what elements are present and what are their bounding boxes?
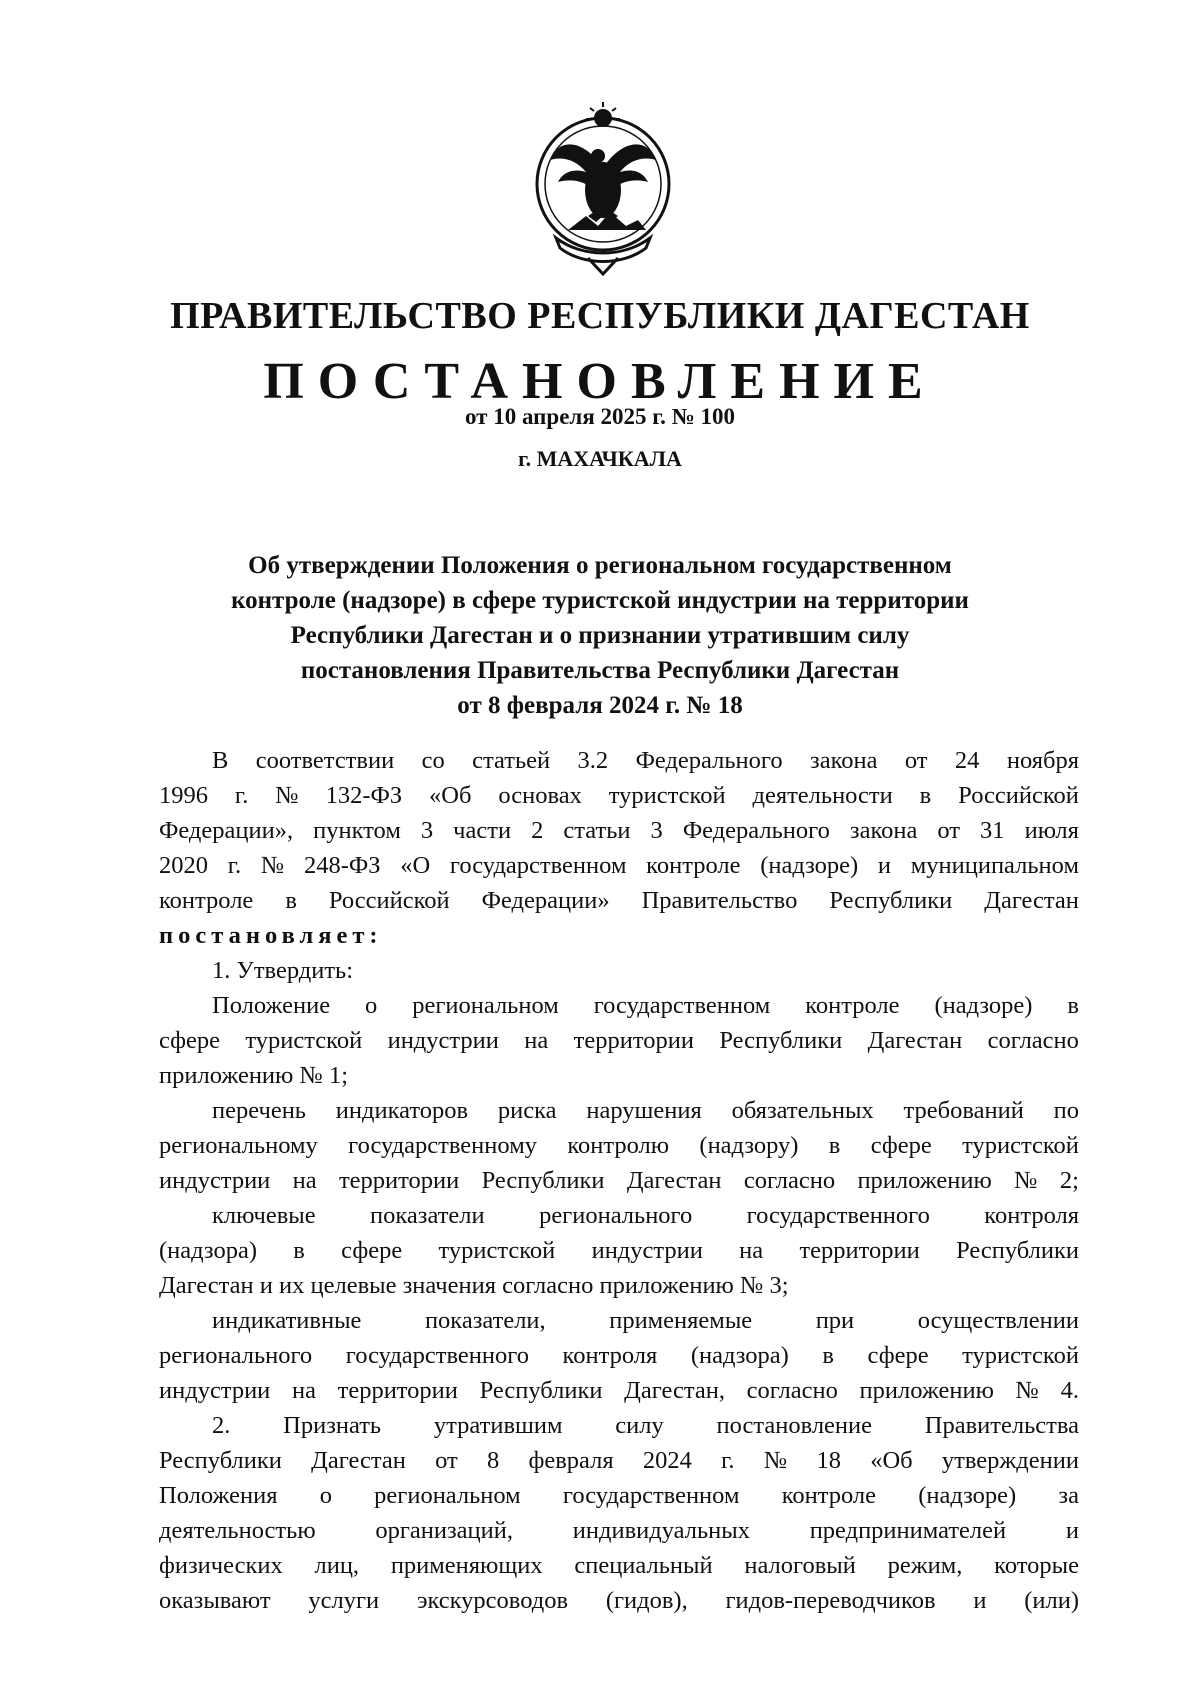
body-word: о <box>319 1482 332 1509</box>
body-line <box>159 1303 1079 1338</box>
document-city: г. МАХАЧКАЛА <box>518 446 682 471</box>
body-line <box>159 1163 1079 1198</box>
body-word: соответствии <box>255 747 395 774</box>
body-line-text: приложению № 1; <box>159 1062 349 1089</box>
body-word: в <box>285 887 297 914</box>
body-word: Федерации» <box>481 887 610 914</box>
body-word: согласно <box>743 1167 836 1194</box>
body-line <box>159 1093 1079 1128</box>
body-word: специальный <box>574 1552 713 1579</box>
body-word: силу <box>615 1412 664 1439</box>
body-line <box>159 988 1079 1023</box>
body-word: Правительства <box>924 1412 1079 1439</box>
body-word: (гидов), <box>605 1587 688 1614</box>
body-word: обязательных <box>731 1097 874 1124</box>
body-word: применяемые <box>609 1307 753 1334</box>
body-word: гидов-переводчиков <box>725 1587 936 1614</box>
body-word: по <box>1053 1097 1079 1124</box>
body-word: показатели <box>370 1202 485 1229</box>
body-word: от <box>904 747 928 774</box>
body-line <box>159 1583 1079 1618</box>
body-word: в <box>1067 992 1079 1019</box>
body-word: утверждении <box>941 1447 1079 1474</box>
body-word: ключевые <box>212 1202 316 1229</box>
body-word: предпринимателей <box>809 1517 1007 1544</box>
body-word: государственному <box>348 1132 537 1159</box>
body-word: 8 <box>486 1447 500 1474</box>
body-word: № <box>1015 1377 1039 1404</box>
body-word: риска <box>497 1097 557 1124</box>
body-word: на <box>524 1027 549 1054</box>
body-line <box>159 1478 1079 1513</box>
body-word: Правительство <box>641 887 798 914</box>
body-word: 2024 <box>642 1447 692 1474</box>
body-word: № <box>763 1447 788 1474</box>
body-word: нарушения <box>586 1097 702 1124</box>
document-type: ПОСТАНОВЛЕНИЕ <box>263 353 937 410</box>
body-word: государственного <box>746 1202 930 1229</box>
body-word: налоговый <box>744 1552 856 1579</box>
body-word: «О <box>400 852 431 879</box>
body-word: государственного <box>345 1342 529 1369</box>
body-word: контроля <box>562 1342 658 1369</box>
body-word: территории <box>573 1027 694 1054</box>
body-word: Федерального <box>635 747 783 774</box>
body-word: оказывают <box>159 1587 271 1614</box>
body-line-text: постановляет: <box>159 922 383 949</box>
document-body <box>159 743 1079 1618</box>
body-word: контроля <box>984 1202 1079 1229</box>
body-word: услуги <box>308 1587 380 1614</box>
body-word: утратившим <box>433 1412 563 1439</box>
body-word: и <box>1065 1517 1079 1544</box>
body-word: закона <box>810 747 878 774</box>
body-word: 18 <box>816 1447 841 1474</box>
body-word: № <box>275 782 299 809</box>
body-word: индустрии <box>159 1377 271 1404</box>
body-word: 3 <box>650 817 663 844</box>
body-word: региональному <box>159 1132 318 1159</box>
body-word: постановление <box>716 1412 873 1439</box>
body-word: государственном <box>593 992 771 1019</box>
body-word: Дагестан, <box>624 1377 725 1404</box>
body-word: от <box>435 1447 458 1474</box>
body-word: (надзора) <box>690 1342 789 1369</box>
body-word: г. <box>227 852 242 879</box>
body-word: согласно <box>987 1027 1079 1054</box>
body-word: Республики <box>719 1027 843 1054</box>
body-word: режим, <box>887 1552 963 1579</box>
body-line <box>159 1058 1079 1093</box>
body-word: 31 <box>980 817 1005 844</box>
body-word: Республики <box>829 887 953 914</box>
body-word: г. <box>234 782 249 809</box>
title-line: Об утверждении Положения о региональном государственном <box>248 552 952 579</box>
body-word: «Об <box>870 1447 913 1474</box>
body-word: 132-ФЗ <box>325 782 403 809</box>
body-word: туристской <box>245 1027 363 1054</box>
body-line <box>159 1198 1079 1233</box>
body-word: № <box>1014 1167 1038 1194</box>
body-word: со <box>421 747 445 774</box>
body-word: Республики <box>481 1167 605 1194</box>
body-word: В <box>212 747 229 774</box>
body-word: г. <box>721 1447 735 1474</box>
body-line <box>159 883 1079 918</box>
body-word: приложению <box>857 1167 992 1194</box>
body-word: туристской <box>962 1342 1079 1369</box>
body-line <box>159 743 1079 778</box>
body-word: сфере <box>867 1342 929 1369</box>
body-word: Республики <box>956 1237 1079 1264</box>
title-line: Республики Дагестан и о признании утратившим силу <box>290 622 910 649</box>
body-word: на <box>292 1167 317 1194</box>
body-word: сфере <box>870 1132 932 1159</box>
body-word: в <box>822 1342 834 1369</box>
body-word: показатели, <box>424 1307 546 1334</box>
body-word: на <box>291 1377 316 1404</box>
body-word: 248-ФЗ <box>303 852 381 879</box>
body-word: Российской <box>328 887 450 914</box>
body-word: от <box>937 817 961 844</box>
body-line <box>159 1023 1079 1058</box>
body-word: при <box>815 1307 855 1334</box>
coat-of-arms-icon <box>528 98 678 276</box>
body-line <box>159 1128 1079 1163</box>
body-word: государственном <box>562 1482 740 1509</box>
body-line <box>159 1373 1079 1408</box>
body-word: территории <box>338 1167 460 1194</box>
body-word: индикаторов <box>335 1097 469 1124</box>
body-word: в <box>919 782 932 809</box>
body-line <box>159 813 1079 848</box>
body-word: статьей <box>472 747 551 774</box>
body-word: регионального <box>159 1342 313 1369</box>
body-word: контролю <box>567 1132 670 1159</box>
body-word: закона <box>849 817 918 844</box>
body-word: (надзоре) <box>760 852 859 879</box>
body-word: деятельностью <box>159 1517 316 1544</box>
government-name: ПРАВИТЕЛЬСТВО РЕСПУБЛИКИ ДАГЕСТАН <box>170 295 1030 337</box>
body-line <box>159 1443 1079 1478</box>
body-word: февраля <box>528 1447 614 1474</box>
body-word: индустрии <box>387 1027 499 1054</box>
body-word: применяющих <box>390 1552 543 1579</box>
body-word: 2020 <box>159 852 208 879</box>
body-word: лиц, <box>314 1552 360 1579</box>
title-line: контроле (надзоре) в сфере туристской индустрии на территории <box>231 587 969 614</box>
body-word: Республики <box>479 1377 603 1404</box>
body-word: в <box>293 1237 305 1264</box>
body-word: № <box>260 852 285 879</box>
body-word: индустрии <box>591 1237 703 1264</box>
body-word: о <box>365 992 378 1019</box>
body-word: (надзору) <box>699 1132 799 1159</box>
body-word: физических <box>159 1552 283 1579</box>
body-word: контроле <box>781 1482 876 1509</box>
body-word: (или) <box>1024 1587 1079 1614</box>
body-word: согласно <box>746 1377 838 1404</box>
body-word: Дагестан <box>311 1447 406 1474</box>
body-word: сфере <box>341 1237 403 1264</box>
body-word: сфере <box>159 1027 221 1054</box>
body-word: пунктом <box>313 817 401 844</box>
title-line: постановления Правительства Республики Дагестан <box>300 657 900 684</box>
body-word: 24 <box>954 747 980 774</box>
body-word: (надзора) <box>159 1237 257 1264</box>
title-line: от 8 февраля 2024 г. № 18 <box>457 692 743 719</box>
body-line <box>159 1268 1079 1303</box>
body-word: 3.2 <box>577 747 609 774</box>
body-word: Республики <box>159 1447 282 1474</box>
body-line <box>159 918 1079 953</box>
body-word: (надзоре) <box>934 992 1033 1019</box>
body-word: Дагестан <box>984 887 1079 914</box>
document-date-number: от 10 апреля 2025 г. № 100 <box>464 404 735 429</box>
body-word: июля <box>1024 817 1079 844</box>
body-word: Положения <box>159 1482 278 1509</box>
body-word: и <box>973 1587 987 1614</box>
body-word: Федерации», <box>159 817 294 844</box>
body-word: контроле <box>805 992 900 1019</box>
body-word: индивидуальных <box>572 1517 750 1544</box>
body-word: осуществлении <box>917 1307 1079 1334</box>
body-word: территории <box>799 1237 920 1264</box>
body-line <box>159 1338 1079 1373</box>
body-word: на <box>739 1237 764 1264</box>
body-word: туристской <box>608 782 726 809</box>
body-word: регионального <box>539 1202 693 1229</box>
body-word: 2; <box>1059 1167 1079 1194</box>
body-word: Положение <box>212 992 331 1019</box>
body-word: требований <box>903 1097 1024 1124</box>
body-line <box>159 1548 1079 1583</box>
body-word: ноября <box>1006 747 1079 774</box>
body-word: которые <box>994 1552 1079 1579</box>
body-word: муниципальном <box>910 852 1079 879</box>
body-word: государственном <box>449 852 627 879</box>
body-word: контроле <box>159 887 254 914</box>
body-line <box>159 778 1079 813</box>
body-word: 3 <box>420 817 434 844</box>
body-word: экскурсоводов <box>416 1587 569 1614</box>
body-line-text: 1. Утвердить: <box>212 957 354 984</box>
body-word: Федерального <box>682 817 830 844</box>
body-line <box>159 848 1079 883</box>
body-word: контроле <box>646 852 741 879</box>
body-line <box>159 1233 1079 1268</box>
body-word: региональном <box>374 1482 521 1509</box>
body-line <box>159 1408 1079 1443</box>
body-word: индустрии <box>159 1167 271 1194</box>
body-word: деятельности <box>752 782 893 809</box>
body-word: статьи <box>563 817 631 844</box>
body-word: 2. <box>212 1412 231 1439</box>
body-word: основах <box>498 782 582 809</box>
body-line-text: Дагестан и их целевые значения согласно приложению № 3; <box>159 1272 789 1299</box>
body-word: за <box>1058 1482 1079 1509</box>
document-title <box>160 548 1040 723</box>
body-word: Дагестан <box>867 1027 963 1054</box>
body-word: 1996 <box>159 782 208 809</box>
body-word: 4. <box>1060 1377 1079 1404</box>
body-word: и <box>877 852 892 879</box>
body-word: индикативные <box>212 1307 362 1334</box>
body-word: территории <box>337 1377 458 1404</box>
body-word: (надзоре) <box>918 1482 1017 1509</box>
body-line <box>159 1513 1079 1548</box>
body-word: организаций, <box>375 1517 514 1544</box>
body-word: «Об <box>429 782 472 809</box>
body-word: перечень <box>212 1097 306 1124</box>
body-word: Российской <box>958 782 1079 809</box>
body-word: региональном <box>412 992 559 1019</box>
body-word: части <box>453 817 512 844</box>
body-word: Признать <box>283 1412 382 1439</box>
body-word: Дагестан <box>626 1167 722 1194</box>
body-word: приложению <box>859 1377 994 1404</box>
body-line <box>159 953 1079 988</box>
body-word: в <box>828 1132 841 1159</box>
body-word: туристской <box>962 1132 1079 1159</box>
body-word: туристской <box>438 1237 556 1264</box>
body-word: 2 <box>531 817 544 844</box>
